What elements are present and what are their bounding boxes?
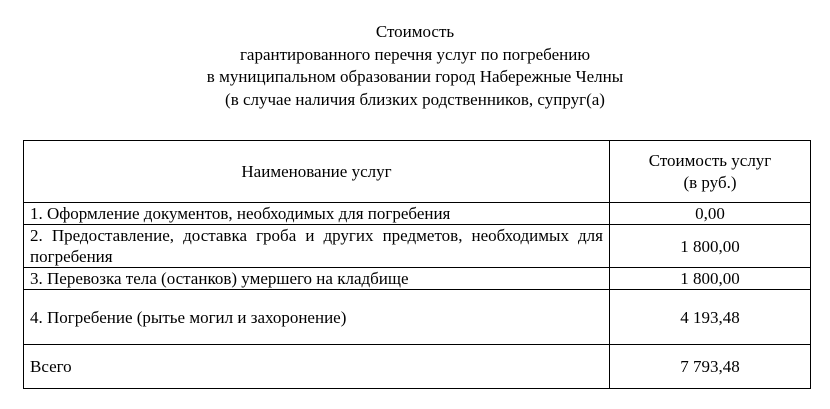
header-price-label: Стоимость услуг	[648, 150, 772, 170]
table-header-row	[24, 141, 811, 203]
service-name: 3. Перевозка тела (останков) умершего на кладбище	[24, 268, 610, 290]
service-name: 4. Погребение (рытье могил и захоронение)	[24, 290, 610, 345]
header-price-unit: (в руб.)	[683, 172, 737, 192]
document-title	[0, 21, 830, 111]
header-service-name: Наименование услуг	[24, 141, 610, 203]
service-price: 1 800,00	[610, 225, 811, 268]
title-line: гарантированного перечня услуг по погребению	[239, 44, 591, 64]
title-line: Стоимость	[375, 22, 455, 41]
service-price: 4 193,48	[610, 290, 811, 345]
service-name: 1. Оформление документов, необходимых для погребения	[24, 203, 610, 225]
title-line: в муниципальном образовании город Набережные Челны	[206, 67, 624, 86]
table-row	[24, 203, 811, 225]
table-row	[24, 268, 811, 290]
title-line: (в случае наличия близких родственников, супруг(а)	[225, 89, 605, 109]
service-name: 2. Предоставление, доставка гроба и других предметов, необходимых для погребения	[24, 225, 610, 268]
table-row	[24, 225, 811, 268]
total-label: Всего	[24, 345, 610, 389]
total-price: 7 793,48	[610, 345, 811, 389]
service-price: 0,00	[610, 203, 811, 225]
services-cost-table	[23, 140, 811, 389]
header-service-price	[610, 141, 811, 203]
total-row	[24, 345, 811, 389]
service-price: 1 800,00	[610, 268, 811, 290]
table-row	[24, 290, 811, 345]
